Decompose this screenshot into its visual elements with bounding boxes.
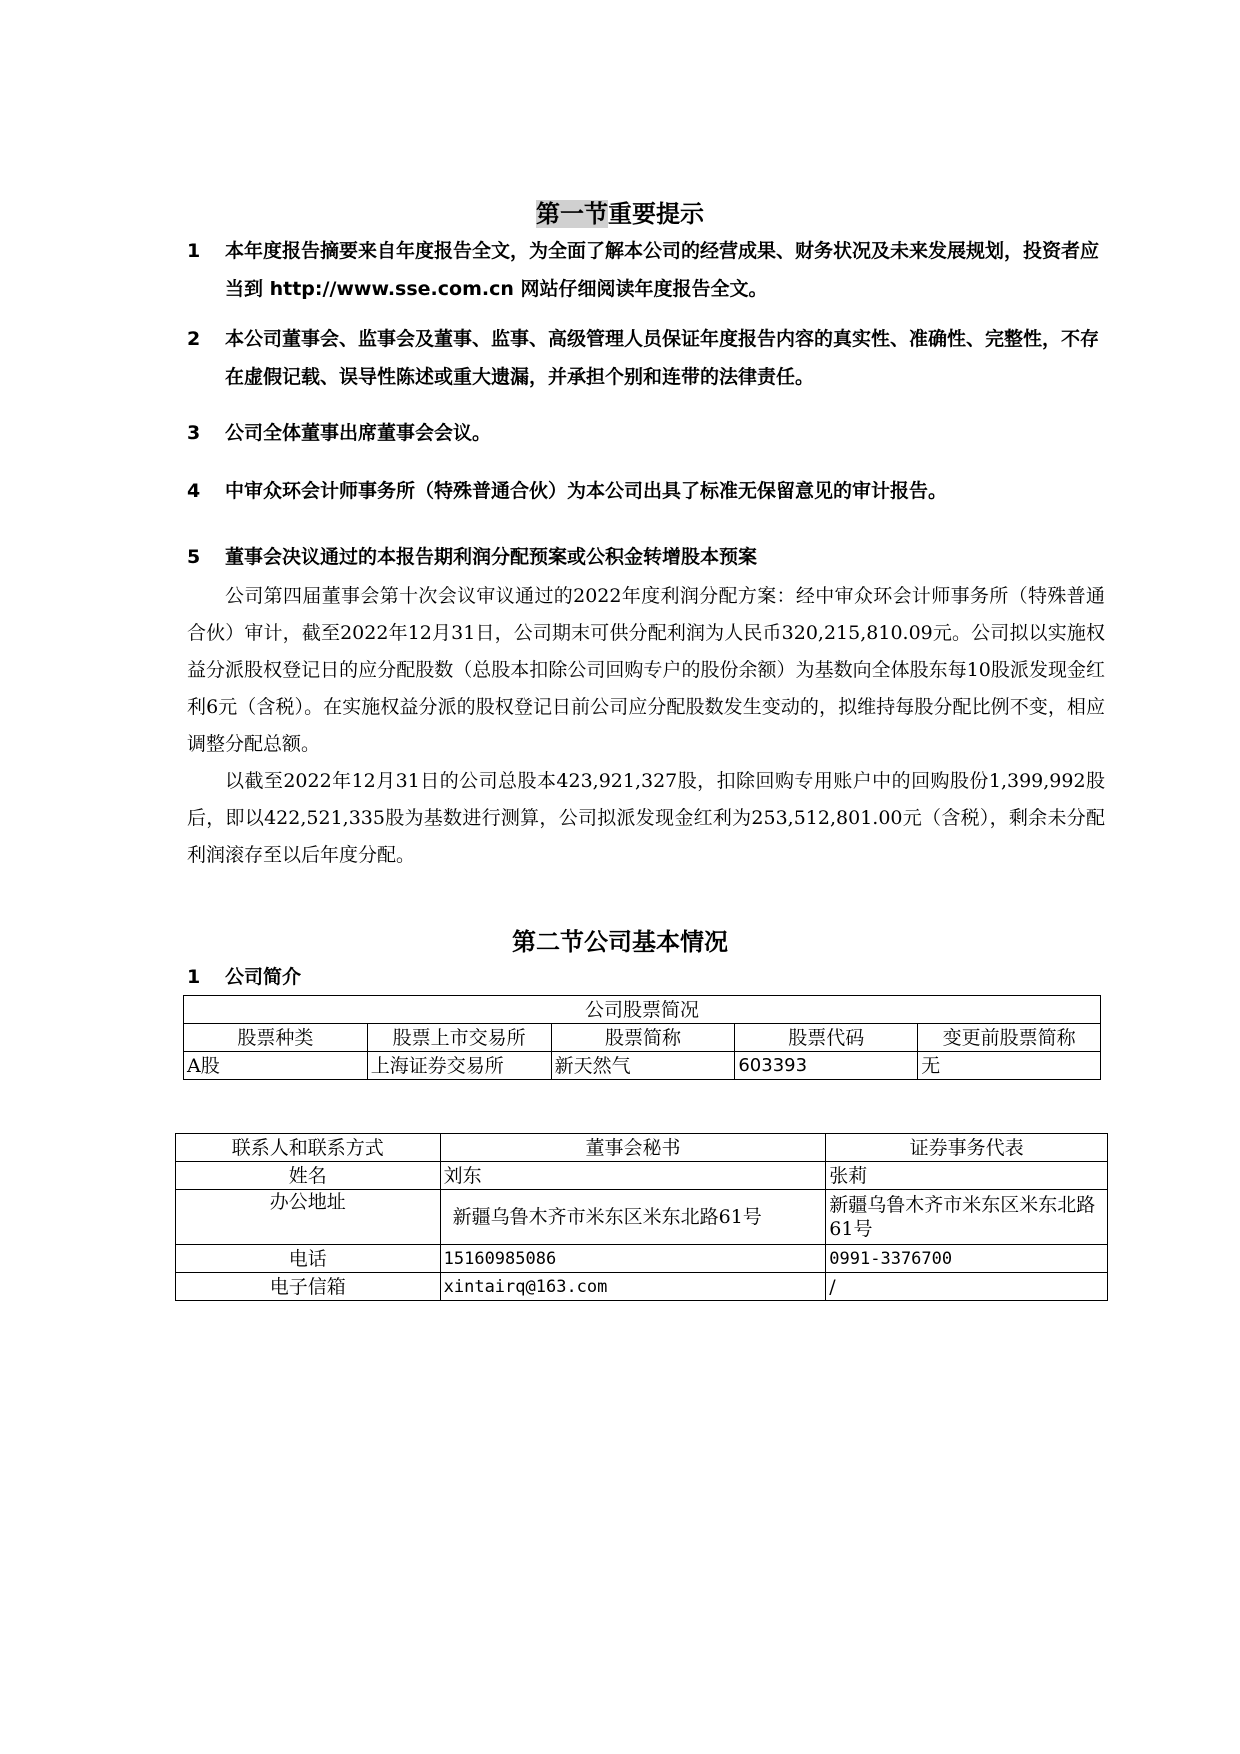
notice-item-5 — [187, 538, 1107, 576]
table-cell: 新疆乌鲁木齐市米东区米东北路61号 — [826, 1190, 1108, 1245]
table-header-cell: 证券事务代表 — [826, 1134, 1108, 1162]
table-cell: 上海证券交易所 — [367, 1052, 551, 1080]
table-header-row — [176, 1134, 1108, 1162]
table-header-cell: 董事会秘书 — [440, 1134, 826, 1162]
dividend-paragraph-2: 以截至2022年12月31日的公司总股本423,921,327股，扣除回购专用账户中的回购股份1,399,992股后，即以422,521,335股为基数进行测算，公司拟派发现金红利为253,512,801.00元（含税），剩余未分配利润滚存至以后年度分配。 — [187, 770, 1105, 866]
item-number: 4 — [187, 480, 201, 502]
table-row — [176, 1190, 1108, 1245]
table-row — [176, 1162, 1108, 1190]
table-cell: 15160985086 — [440, 1245, 826, 1273]
contact-table — [175, 1133, 1108, 1301]
notice-item-1 — [187, 232, 1107, 308]
section1-title-highlight: 第一节 — [536, 200, 608, 228]
notice-item-3 — [187, 414, 1107, 452]
table-row — [176, 1245, 1108, 1273]
table-cell: / — [826, 1273, 1108, 1301]
table-cell: 603393 — [735, 1052, 918, 1080]
table-cell: A股 — [184, 1052, 368, 1080]
table-header-cell: 股票代码 — [735, 1024, 918, 1052]
table-cell: 电子信箱 — [176, 1273, 441, 1301]
table-header-cell: 股票上市交易所 — [367, 1024, 551, 1052]
table-header-cell: 股票种类 — [184, 1024, 368, 1052]
item-number: 5 — [187, 546, 201, 568]
stock-table-caption: 公司股票简况 — [184, 996, 1101, 1024]
table-header-cell: 变更前股票简称 — [918, 1024, 1101, 1052]
section2-title: 第二节公司基本情况 — [512, 928, 728, 956]
table-cell: 姓名 — [176, 1162, 441, 1190]
table-row — [176, 1273, 1108, 1301]
company-profile-heading — [187, 958, 1107, 996]
item-number: 1 — [187, 966, 201, 988]
table-cell: xintairq@163.com — [440, 1273, 826, 1301]
item-number: 1 — [187, 240, 201, 262]
section1-title — [0, 194, 1240, 229]
table-cell: 刘东 — [440, 1162, 826, 1190]
table-header-row — [184, 1024, 1101, 1052]
item-text: 董事会决议通过的本报告期利润分配预案或公积金转增股本预案 — [225, 546, 758, 568]
table-cell: 新疆乌鲁木齐市米东区米东北路61号 — [440, 1190, 826, 1245]
table-cell: 新天然气 — [551, 1052, 735, 1080]
table-header-cell: 股票简称 — [551, 1024, 735, 1052]
notice-item-4 — [187, 472, 1107, 510]
stock-summary-table — [183, 995, 1101, 1080]
item-number: 2 — [187, 328, 201, 350]
item-text: 中审众环会计师事务所（特殊普通合伙）为本公司出具了标准无保留意见的审计报告。 — [225, 480, 948, 502]
item-number: 3 — [187, 422, 201, 444]
table-cell: 无 — [918, 1052, 1101, 1080]
table-cell: 电话 — [176, 1245, 441, 1273]
item-text: 本年度报告摘要来自年度报告全文，为全面了解本公司的经营成果、财务状况及未来发展规划，投资者应当到 http://www.sse.com.cn 网站仔细阅读年度报告全文。 — [225, 240, 1100, 300]
dividend-paragraph-1: 公司第四届董事会第十次会议审议通过的2022年度利润分配方案：经中审众环会计师事务所（特殊普通合伙）审计，截至2022年12月31日，公司期末可供分配利润为人民币320,215,810.09元。公司拟以实施权益分派股权登记日的应分配股数（总股本扣除公司回购专户的股份余额）为基数向全体股东每10股派发现金红利6元（含税）。在实施权益分派的股权登记日前公司应分配股数发生变动的，拟维持每股分配比例不变，相应调整分配总额。 — [187, 585, 1105, 755]
table-header-cell: 联系人和联系方式 — [176, 1134, 441, 1162]
notice-item-2 — [187, 320, 1107, 396]
item-text: 本公司董事会、监事会及董事、监事、高级管理人员保证年度报告内容的真实性、准确性、完整性，不存在虚假记载、误导性陈述或重大遗漏，并承担个别和连带的法律责任。 — [225, 328, 1100, 388]
table-row — [184, 1052, 1101, 1080]
table-cell: 办公地址 — [176, 1190, 441, 1245]
item-text: 公司简介 — [225, 966, 302, 988]
item-text: 公司全体董事出席董事会会议。 — [225, 422, 492, 444]
table-cell: 张莉 — [826, 1162, 1108, 1190]
table-cell: 0991-3376700 — [826, 1245, 1108, 1273]
section1-title-rest: 重要提示 — [608, 200, 704, 228]
dividend-plan-body — [187, 578, 1105, 874]
